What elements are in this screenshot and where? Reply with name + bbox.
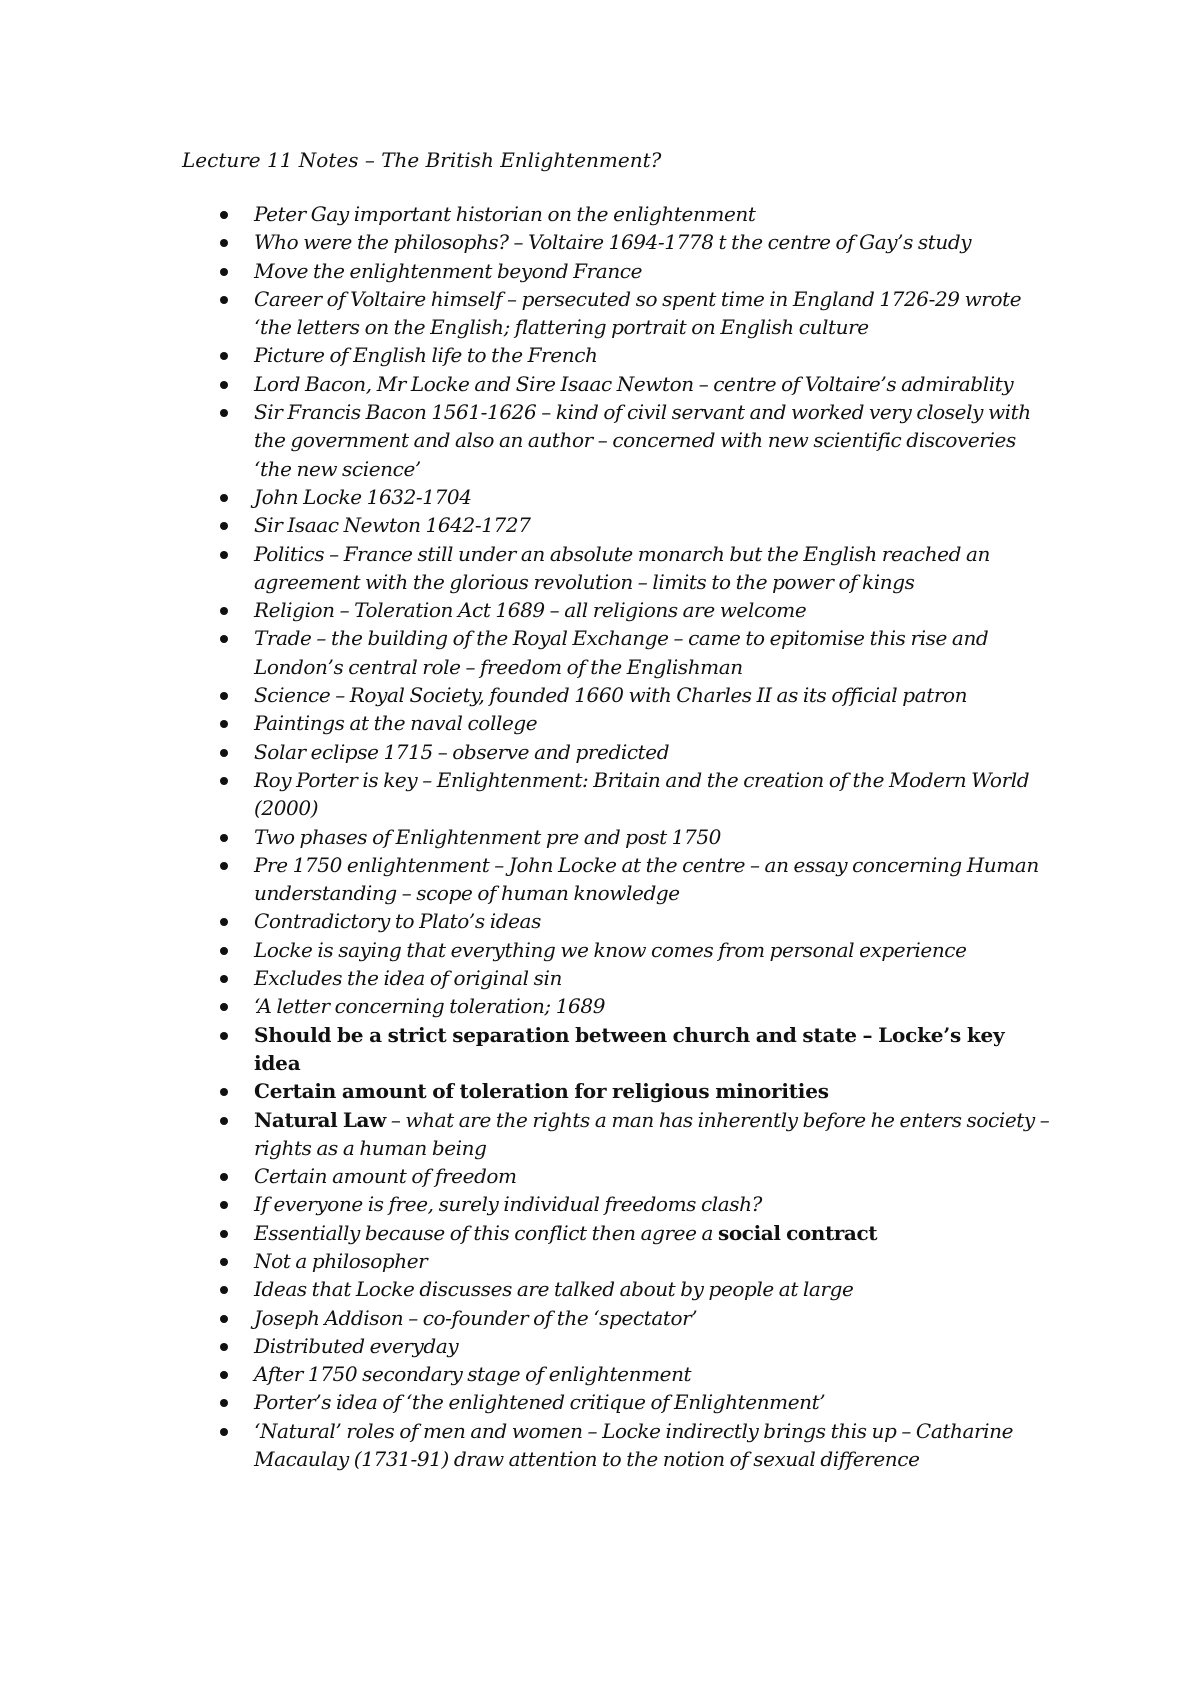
note-text: Contradictory to Plato’s ideas <box>254 909 541 934</box>
bullet-icon <box>220 862 228 870</box>
bullet-icon <box>220 1343 228 1351</box>
list-item <box>0 1388 1054 1416</box>
list-item <box>0 511 1054 539</box>
list-item <box>0 1106 1054 1163</box>
note-text: Should be a strict separation between church and state – Locke’s key idea <box>254 1022 1005 1075</box>
note-text: – what are the rights a man has inherently before he enters society – rights as a human being <box>254 1107 1050 1160</box>
list-item <box>0 851 1054 908</box>
note-text: Politics – France still under an absolute monarch but the English reached an agreement with the glorious revolution – limits to the power of kings <box>254 541 990 594</box>
list-item <box>0 964 1054 992</box>
bullet-icon <box>220 635 228 643</box>
bullet-icon <box>220 381 228 389</box>
bullet-icon <box>220 1032 228 1040</box>
list-item <box>0 1304 1054 1332</box>
list-item <box>0 738 1054 766</box>
bullet-icon <box>220 1201 228 1209</box>
list-item <box>0 907 1054 935</box>
note-term: Natural Law <box>254 1107 386 1132</box>
note-text: Certain amount of toleration for religious minorities <box>254 1079 829 1104</box>
note-text: Religion – Toleration Act 1689 – all religions are welcome <box>254 598 807 623</box>
bullet-icon <box>220 211 228 219</box>
bullet-icon <box>220 1371 228 1379</box>
list-item <box>0 681 1054 709</box>
list-item <box>0 228 1054 256</box>
list-item <box>0 992 1054 1020</box>
list-item <box>0 341 1054 369</box>
notes-list <box>0 200 1200 1473</box>
bullet-icon <box>220 1117 228 1125</box>
list-item <box>0 1190 1054 1218</box>
list-item <box>0 370 1054 398</box>
list-item <box>0 540 1054 597</box>
list-item <box>0 483 1054 511</box>
bullet-icon <box>220 1399 228 1407</box>
list-item <box>0 257 1054 285</box>
note-text: Distributed everyday <box>254 1333 459 1358</box>
note-text: Picture of English life to the French <box>254 343 598 368</box>
bullet-icon <box>220 1428 228 1436</box>
list-item <box>0 1021 1054 1078</box>
note-text: Roy Porter is key – Enlightenment: Britain and the creation of the Modern World (2000) <box>254 767 1030 821</box>
list-item <box>0 936 1054 964</box>
list-item <box>0 823 1054 851</box>
note-text: Certain amount of freedom <box>254 1164 517 1189</box>
list-item <box>0 1417 1054 1474</box>
bullet-icon <box>220 1315 228 1323</box>
note-text: Science – Royal Society, founded 1660 with Charles II as its official patron <box>254 683 968 708</box>
bullet-icon <box>220 1230 228 1238</box>
bullet-icon <box>220 749 228 757</box>
bullet-icon <box>220 1286 228 1294</box>
document-title: Lecture 11 Notes – The British Enlightenment? <box>182 148 662 172</box>
note-text: Pre 1750 enlightenment – John Locke at the centre – an essay concerning Human understanding – scope of human knowledge <box>254 852 1039 906</box>
bullet-icon <box>220 777 228 785</box>
note-text: Not a philosopher <box>254 1248 428 1273</box>
bullet-icon <box>220 551 228 559</box>
list-item <box>0 200 1054 228</box>
note-text: Excludes the idea of original sin <box>254 966 562 991</box>
bullet-icon <box>220 1003 228 1011</box>
note-text: Solar eclipse 1715 – observe and predicted <box>254 739 670 764</box>
list-item <box>0 398 1054 483</box>
note-text: Two phases of Enlightenment pre and post 1750 <box>254 824 721 849</box>
bullet-icon <box>220 947 228 955</box>
note-text: Sir Francis Bacon 1561-1626 – kind of civil servant and worked very closely with the government and also an author – concerned with new scientific discoveries ‘the new science’ <box>254 400 1031 481</box>
bullet-icon <box>220 692 228 700</box>
list-item <box>0 709 1054 737</box>
bullet-icon <box>220 296 228 304</box>
note-text: Career of Voltaire himself – persecuted so spent time in England 1726-29 wrote ‘the letters on the English; flattering portrait on English culture <box>254 286 1022 340</box>
bullet-icon <box>220 352 228 360</box>
note-text: John Locke 1632-1704 <box>254 484 472 509</box>
list-item <box>0 1077 1054 1105</box>
note-text: Lord Bacon, Mr Locke and Sire Isaac Newton – centre of Voltaire’s admirablity <box>254 371 1014 396</box>
list-item <box>0 285 1054 342</box>
note-text: Who were the philosophs? – Voltaire 1694-1778 t the centre of Gay’s study <box>254 230 972 255</box>
bullet-icon <box>220 409 228 417</box>
bullet-icon <box>220 522 228 530</box>
bullet-icon <box>220 494 228 502</box>
bullet-icon <box>220 1173 228 1181</box>
bullet-icon <box>220 1088 228 1096</box>
note-text: Joseph Addison – co-founder of the ‘spectator’ <box>254 1305 698 1330</box>
note-term: social contract <box>718 1220 878 1245</box>
note-text: ‘A letter concerning toleration; 1689 <box>254 994 606 1019</box>
list-item <box>0 1162 1054 1190</box>
note-text: Ideas that Locke discusses are talked about by people at large <box>254 1277 854 1302</box>
note-text: ‘Natural’ roles of men and women – Locke indirectly brings this up – Catharine Macaulay (1731-91) draw attention to the notion of sexual difference <box>254 1418 1014 1472</box>
bullet-icon <box>220 268 228 276</box>
note-text: Move the enlightenment beyond France <box>254 258 643 283</box>
note-text: Paintings at the naval college <box>254 711 538 736</box>
list-item <box>0 1332 1054 1360</box>
bullet-icon <box>220 975 228 983</box>
note-text: Sir Isaac Newton 1642-1727 <box>254 513 531 538</box>
note-text: Trade – the building of the Royal Exchange – came to epitomise this rise and London’s central role – freedom of the Englishman <box>254 626 989 679</box>
list-item <box>0 1275 1054 1303</box>
list-item <box>0 1247 1054 1275</box>
list-item <box>0 624 1054 681</box>
note-text: If everyone is free, surely individual freedoms clash? <box>254 1192 762 1217</box>
list-item <box>0 596 1054 624</box>
bullet-icon <box>220 918 228 926</box>
bullet-icon <box>220 239 228 247</box>
bullet-icon <box>220 607 228 615</box>
list-item <box>0 1360 1054 1388</box>
bullet-icon <box>220 720 228 728</box>
note-text: Porter’s idea of ‘the enlightened critique of Enlightenment’ <box>254 1390 826 1415</box>
note-text: Essentially because of this conflict then agree a <box>254 1220 718 1245</box>
note-text: After 1750 secondary stage of enlightenment <box>254 1362 692 1387</box>
note-text: Peter Gay important historian on the enlightenment <box>254 202 756 226</box>
bullet-icon <box>220 1258 228 1266</box>
bullet-icon <box>220 834 228 842</box>
list-item <box>0 1219 1054 1247</box>
note-text: Locke is saying that everything we know comes from personal experience <box>254 937 967 962</box>
list-item <box>0 766 1054 823</box>
